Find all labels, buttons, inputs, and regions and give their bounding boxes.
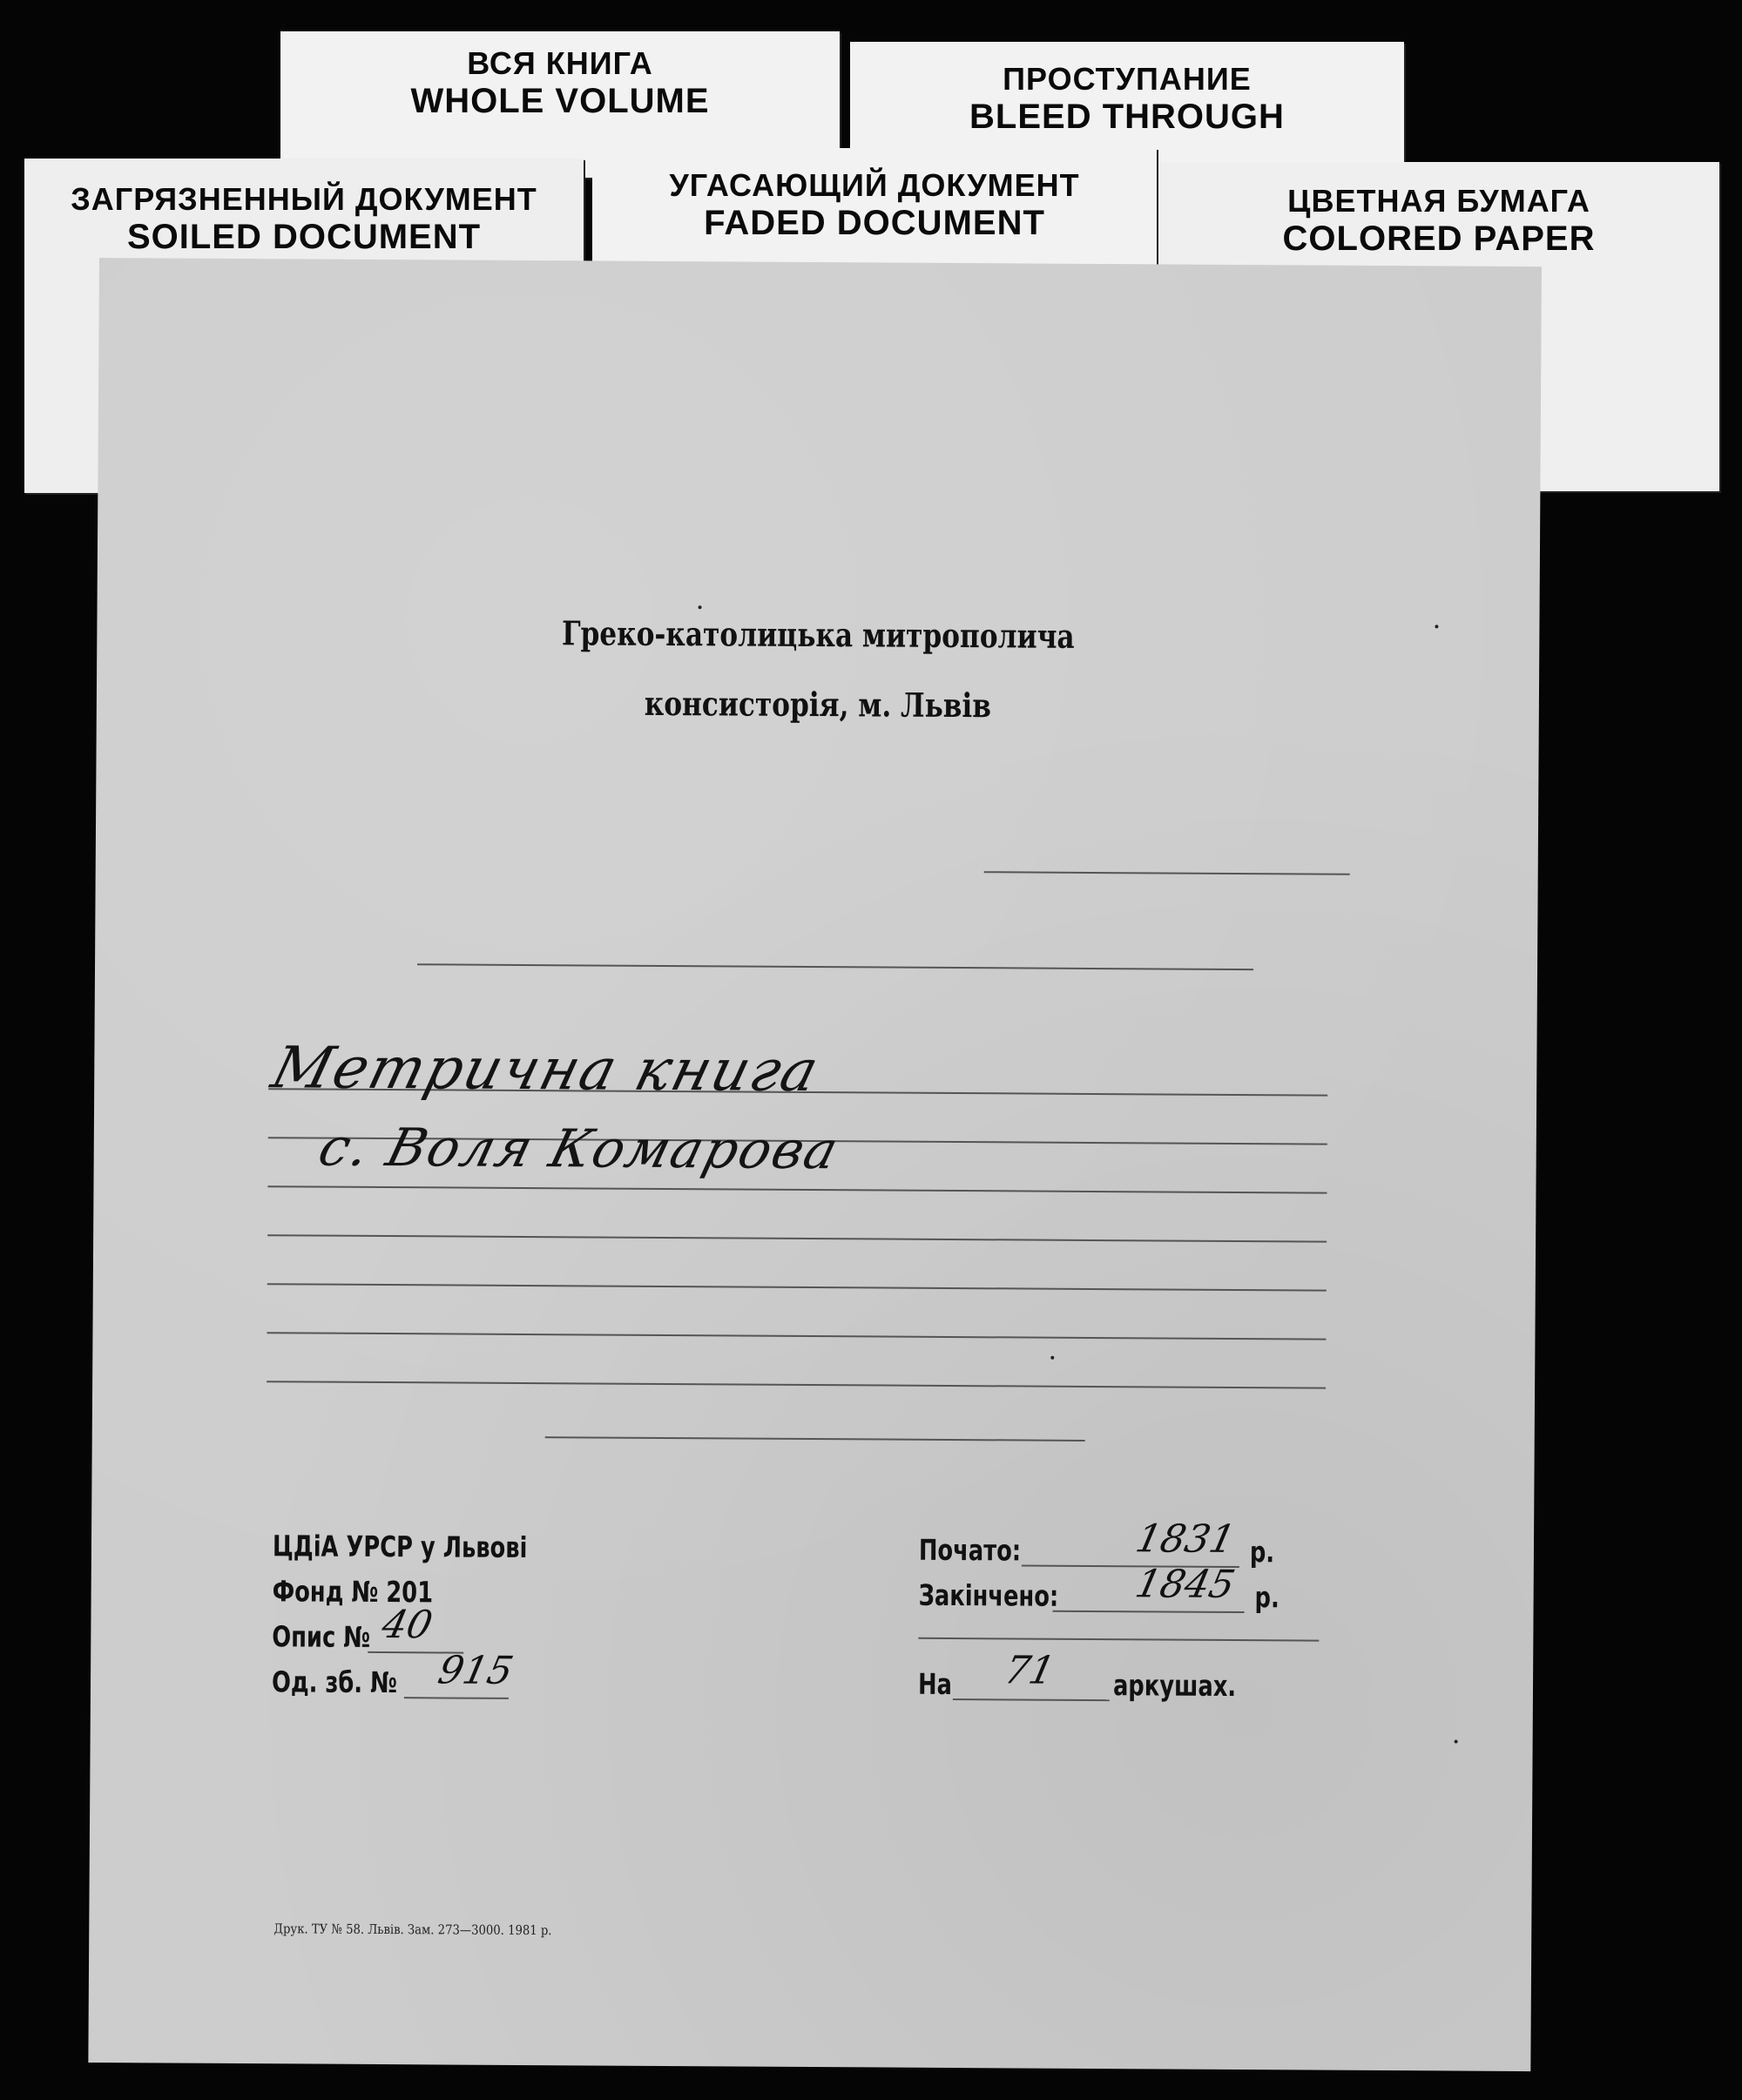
ended-year-suffix: р. (1254, 1580, 1279, 1615)
form-rule (918, 1637, 1319, 1642)
whole-volume-ru: ВСЯ КНИГА (467, 45, 653, 81)
form-rule (267, 1283, 1327, 1291)
form-rule (545, 1436, 1085, 1442)
cover-heading-line2: консисторія, м. Львів (644, 683, 992, 726)
faded-document-ru: УГАСАЮЩИЙ ДОКУМЕНТ (669, 167, 1080, 203)
fond-label: Фонд № 201 (272, 1574, 434, 1610)
form-rule (417, 963, 1253, 970)
paper-speck (699, 605, 702, 609)
paper-speck (1455, 1740, 1458, 1744)
paper-speck (1435, 625, 1438, 628)
sheets-rule (953, 1698, 1110, 1701)
paper-speck (1050, 1356, 1054, 1360)
form-rule (267, 1332, 1326, 1340)
soiled-document-en: SOILED DOCUMENT (126, 218, 482, 256)
item-rule (404, 1697, 509, 1699)
bleed-through-en: BLEED THROUGH (969, 98, 1285, 136)
form-rule (267, 1185, 1327, 1193)
ended-label: Закінчено: (918, 1577, 1059, 1613)
cover-heading-line1: Греко-католицька митрополича (561, 613, 1075, 656)
ended-rule (1053, 1610, 1245, 1613)
bleed-through-ru: ПРОСТУПАНИЕ (1003, 61, 1252, 97)
handwritten-title: Метрична книга (265, 1034, 827, 1104)
ended-value: 1845 (1131, 1562, 1239, 1607)
faded-document-label (592, 148, 1157, 270)
started-year-suffix: р. (1249, 1535, 1275, 1570)
item-label: Од. зб. № (271, 1664, 398, 1700)
soiled-document-ru: ЗАГРЯЗНЕННЫЙ ДОКУМЕНТ (71, 181, 537, 217)
whole-volume-en: WHOLE VOLUME (410, 82, 710, 120)
sheets-value: 71 (1000, 1648, 1059, 1693)
form-rule (984, 871, 1350, 875)
colored-paper-en: COLORED PAPER (1282, 219, 1596, 258)
handwritten-village: с. Воля Комарова (312, 1117, 846, 1182)
item-value: 915 (434, 1648, 517, 1693)
opys-value: 40 (377, 1603, 436, 1648)
started-label: Почато: (918, 1532, 1022, 1568)
sheets-suffix: аркушах. (1112, 1668, 1237, 1704)
archive-cover-sheet (88, 258, 1542, 2071)
archive-name: ЦДіА УРСР у Львові (272, 1529, 528, 1565)
form-rule (267, 1234, 1327, 1242)
started-value: 1831 (1131, 1516, 1239, 1562)
colored-paper-ru: ЦВЕТНАЯ БУМАГА (1287, 183, 1590, 219)
faded-document-en: FADED DOCUMENT (704, 204, 1045, 242)
form-rule (267, 1381, 1326, 1388)
opys-label: Опис № (272, 1619, 371, 1654)
sheets-prefix: На (917, 1666, 953, 1702)
printer-note: Друк. ТУ № 58. Львів. Зам. 273—3000. 1981 р. (273, 1921, 552, 1939)
